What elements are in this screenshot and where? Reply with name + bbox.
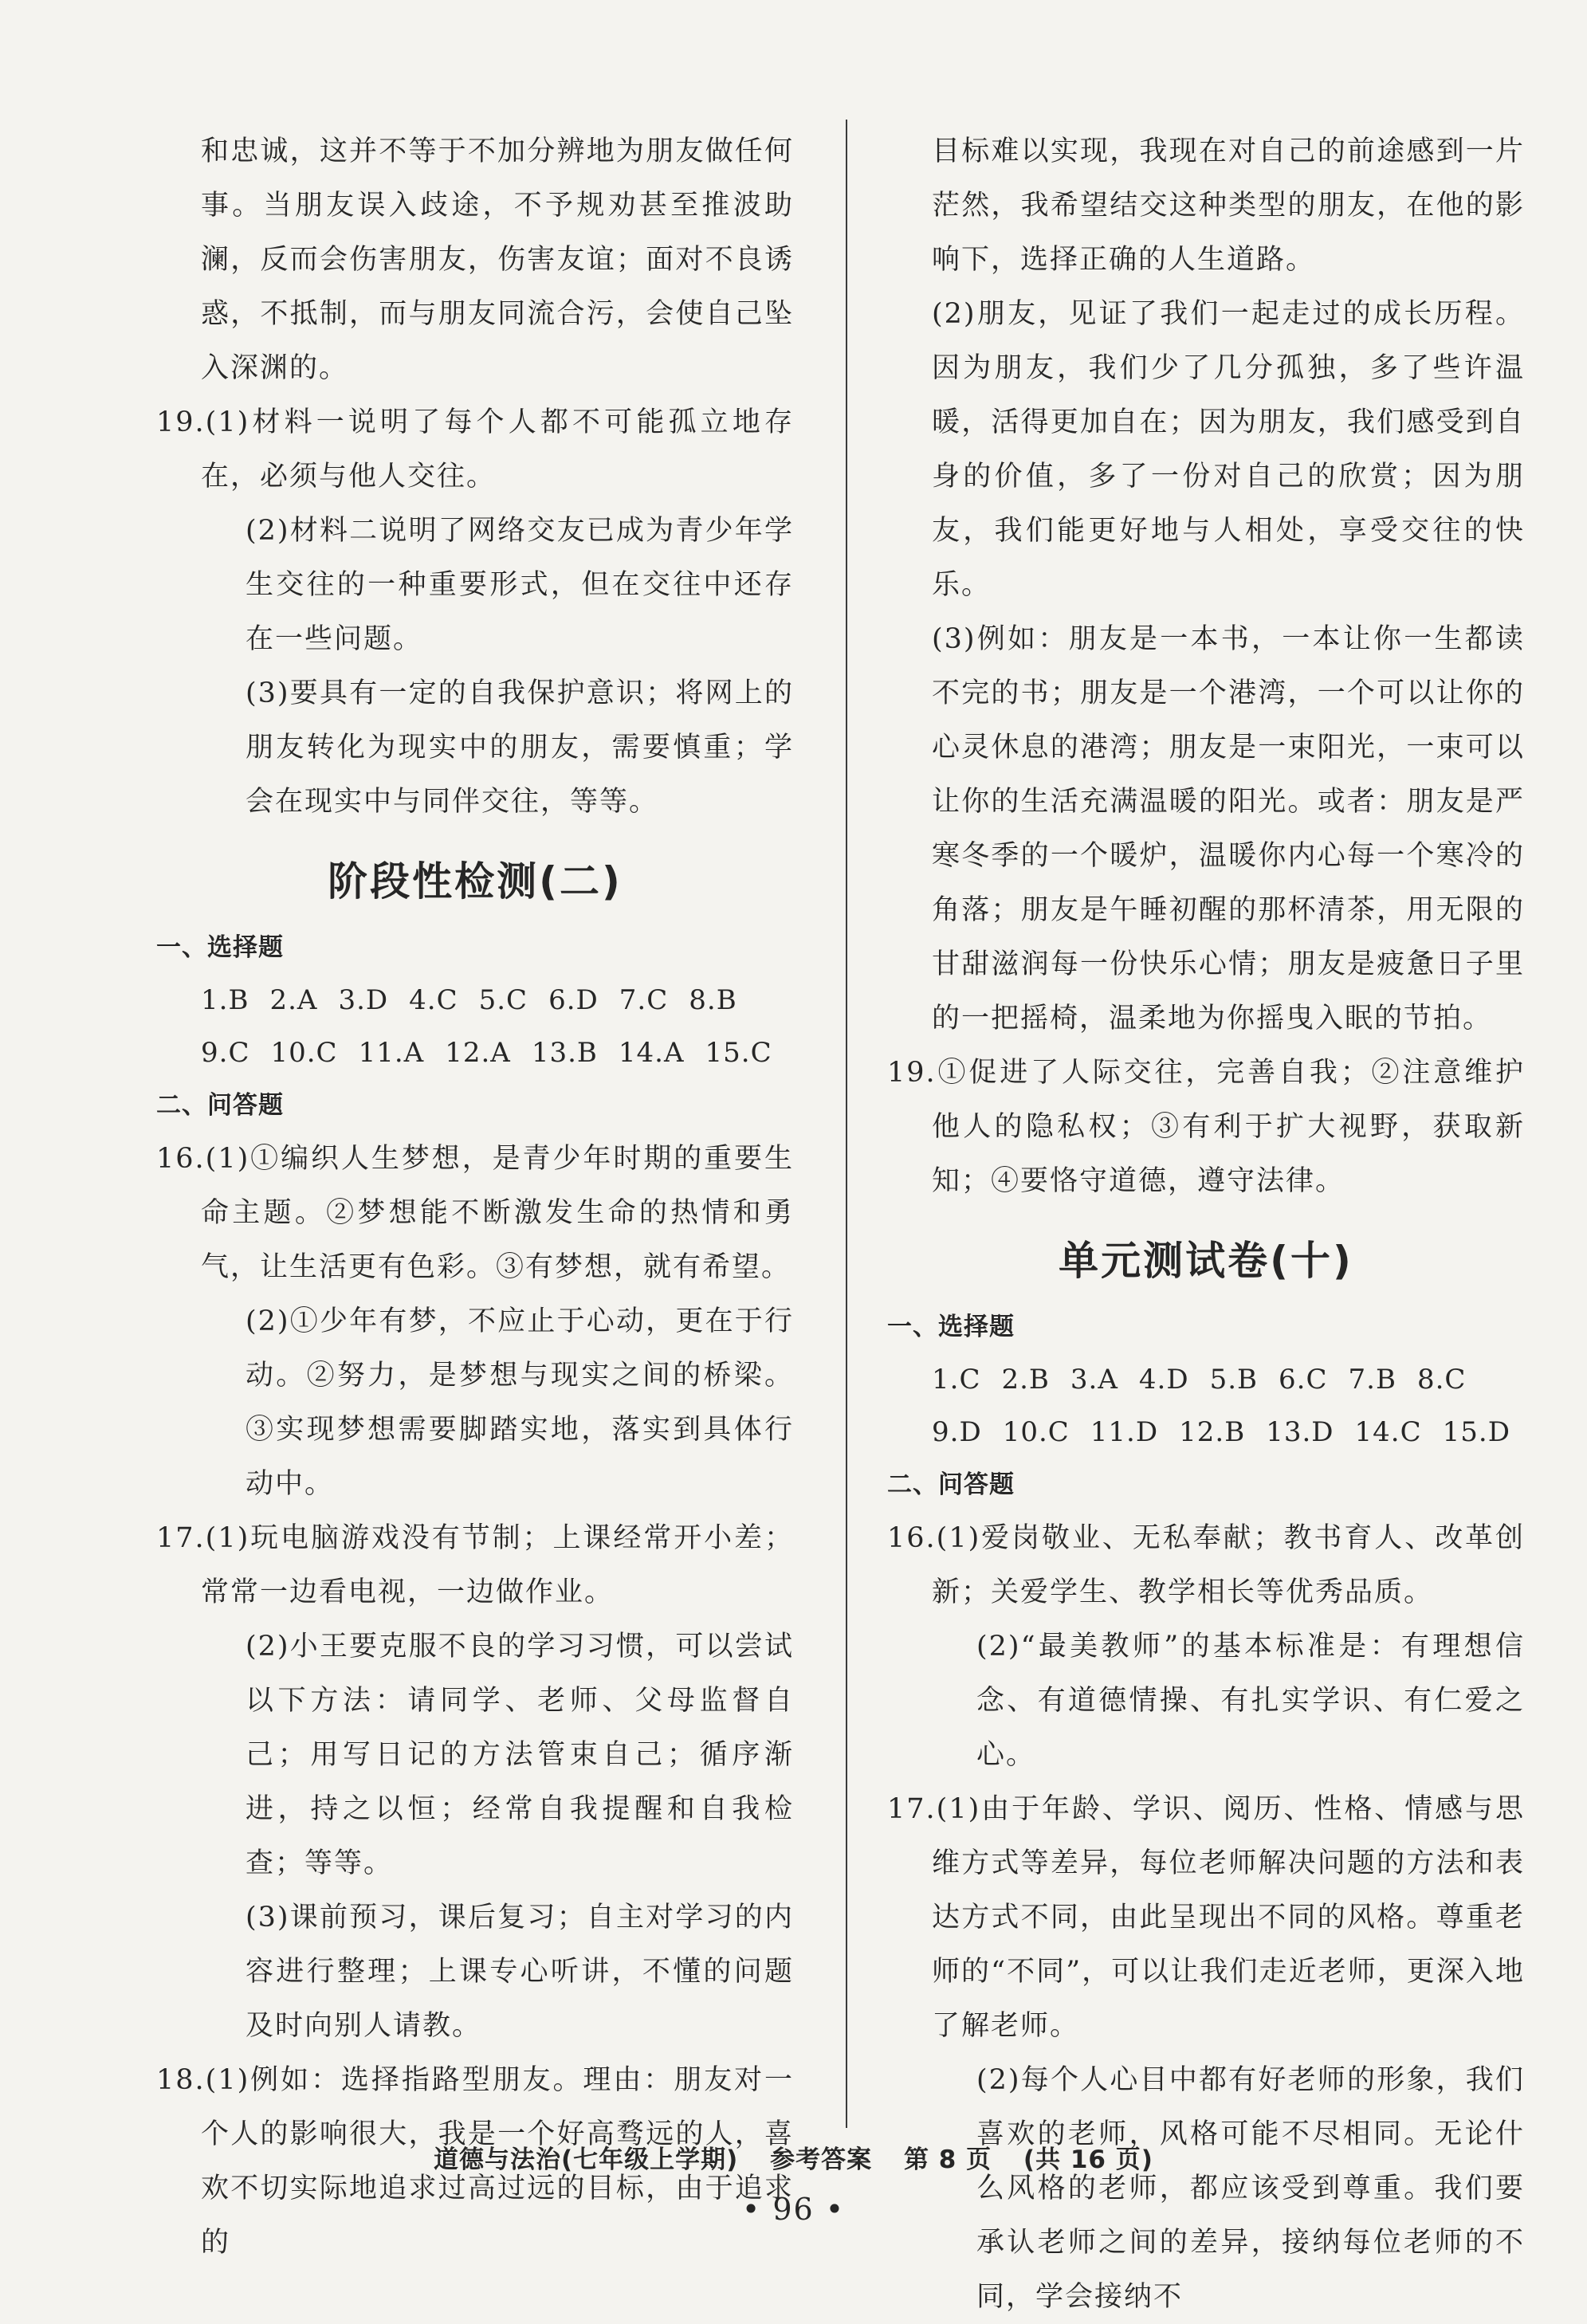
left-column [156,124,794,2270]
question-16 [156,1132,794,1511]
answer-17-2: (2)每个人心目中都有好老师的形象，我们喜欢的老师，风格可能不尽相同。无论什么风格的老师，都应该受到尊重。我们要承认老师之间的差异，接纳每位老师的不同，学会接纳不 [976,2064,1525,2313]
section-title: 单元测试卷(十) [1059,1238,1353,1284]
answer-17-1: (1)玩电脑游戏没有节制；上课经常开小差；常常一边看电视，一边做作业。 [201,1522,794,1608]
question-17 [887,1782,1525,2324]
answer-19: ①促进了人际交往，完善自我；②注意维护他人的隐私权；③有利于扩大视野，获取新知；④要恪守道德，遵守法律。 [932,1057,1525,1197]
choice-answer: 6.C [1279,1364,1328,1396]
answer-19-3: (3)要具有一定的自我保护意识；将网上的朋友转化为现实中的朋友，需要慎重；学会在现实中与同伴交往，等等。 [246,677,794,818]
answer-16-2: (2)①少年有梦，不应止于心动，更在于行动。②努力，是梦想与现实之间的桥梁。③实现梦想需要脚踏实地，落实到具体行动中。 [246,1305,794,1500]
choice-answer: 11.A [358,1037,425,1069]
question-19 [156,395,794,829]
choice-answer: 11.D [1090,1416,1159,1448]
footer-total-pages: (共 16 页) [1023,2145,1153,2174]
choice-answer: 4.C [409,984,458,1016]
choice-answer: 12.B [1179,1416,1246,1448]
answer-17-2: (2)小王要克服不良的学习习惯，可以尝试以下方法：请同学、老师、父母监督自己；用写日记的方法管束自己；循序渐进，持之以恒；经常自我提醒和自我检查；等等。 [246,1631,794,1879]
answer-16-1: (1)①编织人生梦想，是青少年时期的重要生命主题。②梦想能不断激发生命的热情和勇气，让生活更有色彩。③有梦想，就有希望。 [201,1143,794,1283]
answer-16-1: (1)爱岗敬业、无私奉献；教书育人、改革创新；关爱学生、教学相长等优秀品质。 [932,1522,1525,1608]
choice-answer: 1.B [201,984,249,1016]
answer-18-3: (3)例如：朋友是一本书，一本让你一生都读不完的书；朋友是一个港湾，一个可以让你的心灵休息的港湾；朋友是一束阳光，一束可以让你的生活充满温暖的阳光。或者：朋友是严寒冬季的一个暖炉，温暖你内心每一个寒冷的角落；朋友是午睡初醒的那杯清茶，用无限的甘甜滋润每一份快乐心情；朋友是疲惫日子里的一把摇椅，温柔地为你摇曳入眠的节拍。 [932,623,1525,1034]
choice-answer: 5.C [478,984,528,1016]
answer-17-1: (1)由于年龄、学识、阅历、性格、情感与思维方式等差异，每位老师解决问题的方法和表达方式不同，由此呈现出不同的风格。尊重老师的“不同”，可以让我们走近老师，更深入地了解老师。 [932,1793,1525,2042]
question-number: 16. [156,1143,206,1175]
choice-answer: 10.C [270,1037,338,1069]
right-column [887,124,1525,2324]
answer-18-2: (2)朋友，见证了我们一起走过的成长历程。因为朋友，我们少了几分孤独，多了些许温暖，活得更加自在；因为朋友，我们感受到自身的价值，多了一份对自己的欣赏；因为朋友，我们能更好地与人相处，享受交往的快乐。 [932,298,1525,601]
choice-answer: 9.C [201,1037,250,1069]
choice-answers-row-1 [156,974,794,1027]
question-number: 17. [887,1793,937,1825]
choice-answer: 12.A [445,1037,511,1069]
choice-answers-row-1 [887,1353,1525,1406]
question-number: 19. [156,406,206,438]
question-number: 16. [887,1522,937,1554]
answer-17-3: (3)课前预习，课后复习；自主对学习的内容进行整理；上课专心听讲，不懂的问题及时向别人请教。 [246,1902,794,2042]
section-heading-qa: 二、问答题 [156,1091,284,1120]
section-title: 阶段性检测(二) [328,858,623,905]
choice-answers-row-2 [156,1027,794,1079]
page-footer [0,2139,1587,2175]
answer-19-1: (1)材料一说明了每个人都不可能孤立地存在，必须与他人交往。 [201,406,794,493]
answer-18-1: (1)例如：选择指路型朋友。理由：朋友对一个人的影响很大，我是一个好高骛远的人，喜欢不切实际地追求过高过远的目标，由于追求的 [201,2064,794,2259]
page-number: • 96 • [741,2192,846,2227]
choice-answer: 15.C [705,1037,772,1069]
question-19 [887,1046,1525,1208]
choice-answer: 4.D [1138,1364,1189,1396]
choice-answer: 15.D [1442,1416,1510,1448]
choice-answer: 7.B [1348,1364,1396,1396]
paragraph-continuation: 和忠诚，这并不等于不加分辨地为朋友做任何事。当朋友误入歧途，不予规劝甚至推波助澜，反而会伤害朋友，伤害友谊；面对不良诱惑，不抵制，而与朋友同流合污，会使自己坠入深渊的。 [201,135,794,384]
answer-16-2: (2)“最美教师”的基本标准是：有理想信念、有道德情操、有扎实学识、有仁爱之心。 [976,1631,1525,1771]
column-divider [846,120,847,2128]
question-number: 18. [156,2064,206,2096]
choice-answer: 5.B [1209,1364,1259,1396]
section-heading-choice: 一、选择题 [156,933,284,962]
choice-answer: 14.C [1354,1416,1422,1448]
choice-answer: 13.B [531,1037,598,1069]
section-heading-qa: 二、问答题 [887,1470,1015,1499]
choice-answer: 13.D [1266,1416,1334,1448]
choice-answer: 6.D [548,984,599,1016]
choice-answer: 2.B [1001,1364,1050,1396]
choice-answer: 10.C [1002,1416,1070,1448]
question-16 [887,1511,1525,1782]
footer-subject: 道德与法治(七年级上学期) [434,2145,739,2174]
choice-answer: 1.C [932,1364,981,1396]
question-17 [156,1511,794,2053]
question-number: 17. [156,1522,206,1554]
footer-page: 第 8 页 [903,2145,992,2174]
paragraph-continuation: 目标难以实现，我现在对自己的前途感到一片茫然，我希望结交这种类型的朋友，在他的影响下，选择正确的人生道路。 [932,135,1525,276]
choice-answer: 3.A [1070,1364,1118,1396]
choice-answer: 8.C [1416,1364,1467,1396]
choice-answer: 14.A [618,1037,685,1069]
section-heading-choice: 一、选择题 [887,1313,1015,1341]
choice-answer: 9.D [932,1416,982,1448]
choice-answers-row-2 [887,1406,1525,1458]
choice-answer: 7.C [619,984,669,1016]
choice-answer: 3.D [338,984,389,1016]
choice-answer: 2.A [269,984,318,1016]
question-number: 19. [887,1057,937,1089]
choice-answer: 8.B [689,984,737,1016]
footer-answer-label: 参考答案 [770,2145,873,2174]
answer-19-2: (2)材料二说明了网络交友已成为青少年学生交往的一种重要形式，但在交往中还存在一些问题。 [246,515,794,655]
